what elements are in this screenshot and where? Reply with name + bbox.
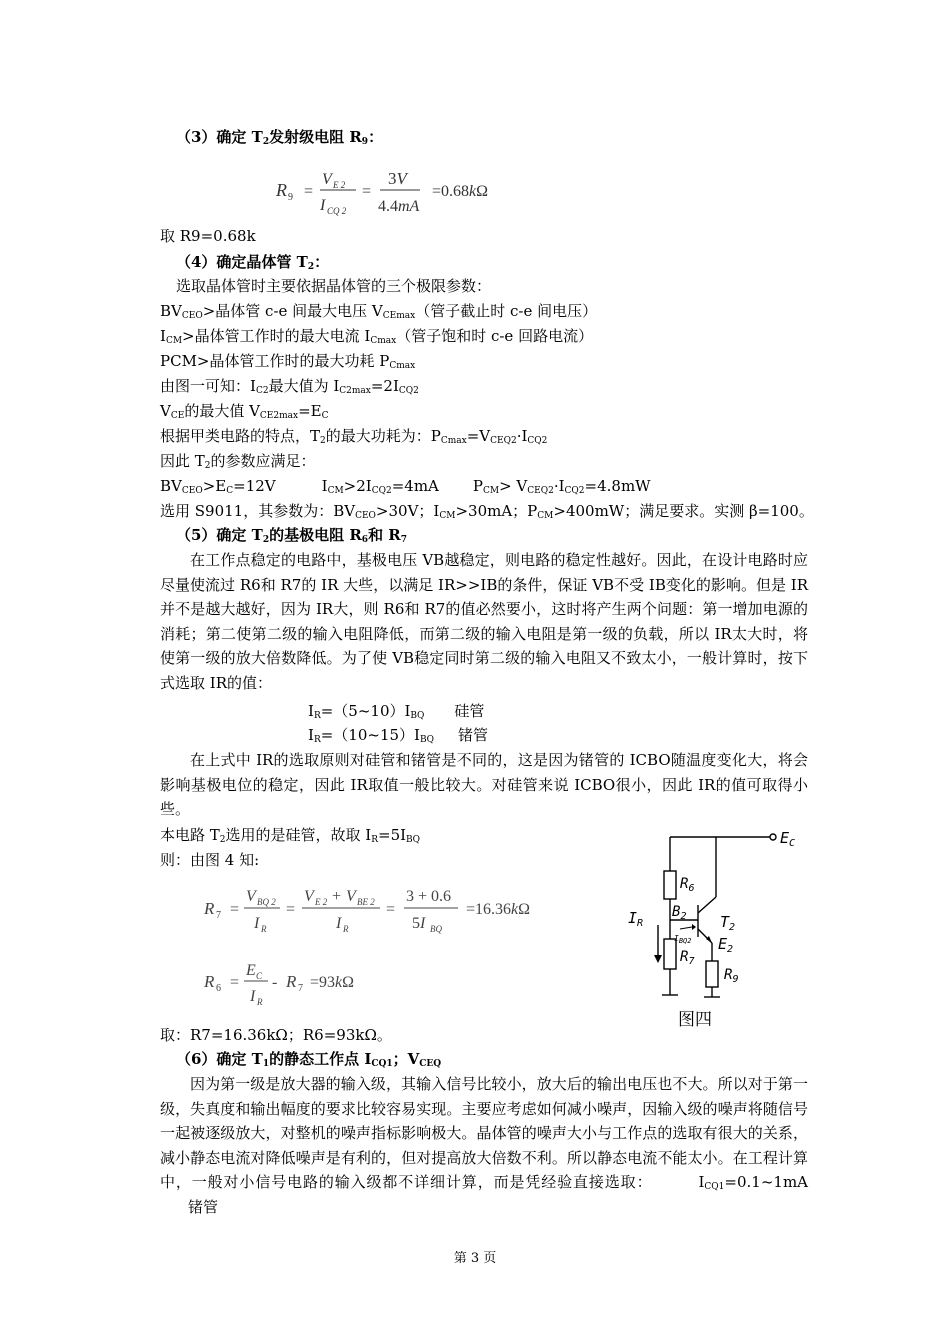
svg-text:=: = <box>230 901 240 918</box>
section-3-heading: （3）确定 $T_2$发射级电阻 $R_9$： <box>176 128 384 147</box>
section-6-heading: （6）确定 $T_1$的静态工作点 $I_{CQ1}$；$V_{CEQ}$ <box>176 1050 442 1069</box>
svg-text:BQ 2: BQ 2 <box>257 897 276 907</box>
svg-text:I: I <box>336 915 342 932</box>
label-ir: $I_R$ <box>628 909 644 929</box>
svg-text:=: = <box>386 901 396 918</box>
formula-r6 <box>200 955 400 1015</box>
svg-text:=0.68kΩ: =0.68kΩ <box>432 183 489 200</box>
line-requirements: $BV_{CEO}>E_C=12V$ $I_{CM}>2I_{CQ2}=4mA$ $P_{CM}> V_{CEQ2}\cdot I_{CQ2}=4.8mW$ <box>160 477 651 496</box>
svg-text:R: R <box>261 924 267 934</box>
resistor-r6 <box>664 871 676 899</box>
svg-text:V: V <box>346 888 356 905</box>
svg-text:6: 6 <box>216 983 221 994</box>
svg-text:I: I <box>254 915 260 932</box>
label-r7: $R_7$ <box>680 949 695 967</box>
page-number: 第 3 页 <box>453 1251 497 1266</box>
paragraph-first-stage: 因为第一级是放大器的输入级，其输入信号比较小，放大后的输出电压也不大。所以对于第一级，失真度和输出幅度的要求比较容易实现。主要应考虑如何减小噪声，因输入级的噪声将随信号一起被逐级放大，对整机的噪声指标影响极大。晶体管的噪声大小与工作点的选取有很大的关系，减小静态电流对降低噪声是有利的，但对提高放大倍数不利。所以静态电流不能太小。在工程计算中，一般对小信号电路的输入级都不详细计算，而是凭经验直接选取： $I_{CQ1}=0.1\sim 1mA$锗管 <box>160 1075 808 1216</box>
svg-text:I: I <box>320 197 326 214</box>
svg-text:R: R <box>257 997 263 1007</box>
svg-text:+: + <box>332 888 342 905</box>
svg-text:R: R <box>343 924 349 934</box>
param-icm: $I_{CM}>$晶体管工作时的最大电流 $I_{Cmax}$（管子饱和时 c-e 回路电流） <box>160 327 594 346</box>
svg-text:V: V <box>304 888 314 905</box>
formula-ir-silicon: $I_R=(5\sim 10)I_{BQ}$ 硅管 <box>308 702 485 721</box>
formula-r7 <box>200 880 580 940</box>
label-t2: $T_2$ <box>720 913 736 933</box>
line-therefore: 因此 $T_2$的参数应满足： <box>160 452 316 471</box>
paragraph-ir-selection: 在工作点稳定的电路中，基极电压 VB越稳定，则电路的稳定性越好。因此，在设计电路时应尽量使流过 R6和 R7的 IR 大些，以满足 IR>>IB的条件，保证 VB不受 IB变化的影响。但是 IR并不是越大越好，因为 IR大，则 R6和 R7的值必然要小，这时将产生两个问题：第一增加电源的消耗；第二使第二级的输入电阻降低，而第二级的输入电阻是第一级的负载，所以 IR太大时，将使第一级的放大倍数降低。为了使 VB稳定同时第二级的输入电阻又不致太小，一般计算时，按下式选取 IR的值： <box>160 551 808 692</box>
svg-text:7: 7 <box>298 983 303 994</box>
svg-text:BE 2: BE 2 <box>357 897 375 907</box>
line-s9011: 选用 S9011，其参数为：$BV_{CEO}>30V$；$I_{CM}>30mA$；$P_{CM}>400mW$；满足要求。实测 β=100。 <box>160 502 814 521</box>
svg-text:3 + 0.6: 3 + 0.6 <box>406 888 452 905</box>
formula-r9 <box>270 164 530 220</box>
svg-text:CQ 2: CQ 2 <box>327 206 347 216</box>
svg-text:7: 7 <box>216 910 221 921</box>
svg-text:V: V <box>322 171 332 188</box>
svg-text:E: E <box>246 962 256 979</box>
figure-caption: 图四 <box>678 1010 712 1030</box>
svg-text:V: V <box>246 888 256 905</box>
section-4-heading: （4）确定晶体管 $T_2$： <box>176 253 330 272</box>
line-ic2: 由图一可知：$I_{C2}$最大值为 $I_{C2max}=2I_{CQ2}$ <box>160 377 419 396</box>
label-ibq2: IBQ2 <box>674 934 692 945</box>
svg-text:C: C <box>256 971 263 981</box>
svg-text:=: = <box>362 183 372 200</box>
svg-text:-: - <box>272 974 278 991</box>
param-bvceo: $BV_{CEO}>$晶体管 c-e 间最大电压 $V_{CEmax}$（管子截止时 c-e 间电压） <box>160 302 598 321</box>
svg-text:R: R <box>204 899 215 918</box>
svg-text:R: R <box>286 972 297 991</box>
line-from-fig4: 则：由图 4 知: <box>160 851 260 869</box>
line-pcmax: 根据甲类电路的特点，$T_2$的最大功耗为：$P_{Cmax}=V_{CEQ2}\cdot I_{CQ2}$ <box>160 427 548 446</box>
label-r9: $R_9$ <box>724 967 739 985</box>
svg-text:=: = <box>304 183 314 200</box>
svg-text:=16.36kΩ: =16.36kΩ <box>466 901 531 918</box>
label-r6: $R_6$ <box>680 876 695 894</box>
svg-text:5I: 5I <box>412 915 426 932</box>
line-vce: $V_{CE}$的最大值 $V_{CE2max}=E_C$ <box>160 402 329 421</box>
svg-text:4.4mA: 4.4mA <box>378 198 420 215</box>
svg-text:3V: 3V <box>388 169 407 188</box>
line-silicon-choice: 本电路 $T_2$选用的是硅管，故取 $I_R=5I_{BQ}$ <box>160 826 421 845</box>
label-b2: $B_2$ <box>672 904 687 922</box>
svg-text:E 2: E 2 <box>315 897 328 907</box>
circuit-figure-4 <box>620 815 820 1040</box>
svg-text:=: = <box>230 974 240 991</box>
svg-text:E 2: E 2 <box>333 180 346 190</box>
take-r6-r7: 取：R7=16.36kΩ；R6=93kΩ。 <box>160 1026 392 1044</box>
svg-text:I: I <box>250 988 256 1005</box>
svg-text:R: R <box>276 180 287 200</box>
svg-text:=93kΩ: =93kΩ <box>310 974 355 991</box>
svg-text:R: R <box>204 972 215 991</box>
label-ec: $E_C$ <box>780 829 796 849</box>
resistor-r9 <box>706 961 718 987</box>
label-e2: $E_2$ <box>718 935 734 955</box>
intro-text: 选取晶体管时主要依据晶体管的三个极限参数： <box>176 277 492 295</box>
svg-text:=: = <box>286 901 296 918</box>
param-pcm: PCM>晶体管工作时的最大功耗 $P_{Cmax}$ <box>160 352 416 371</box>
section-5-heading: （5）确定 $T_2$的基极电阻 $R_6$和 $R_7$ <box>176 526 408 545</box>
formula-ir-germanium: $I_R=(10\sim 15)I_{BQ}$ 锗管 <box>308 726 488 745</box>
svg-text:9: 9 <box>288 192 293 203</box>
resistor-r7 <box>664 939 676 969</box>
svg-text:BQ: BQ <box>430 924 442 934</box>
take-r9: 取 R9=0.68k <box>160 227 256 245</box>
paragraph-icbo: 在上式中 IR的选取原则对硅管和锗管是不同的，这是因为锗管的 ICBO随温度变化大，将会影响基极电位的稳定，因此 IR取值一般比较大。对硅管来说 ICBO很小，因此 IR的值可取得小些。 <box>160 751 808 819</box>
